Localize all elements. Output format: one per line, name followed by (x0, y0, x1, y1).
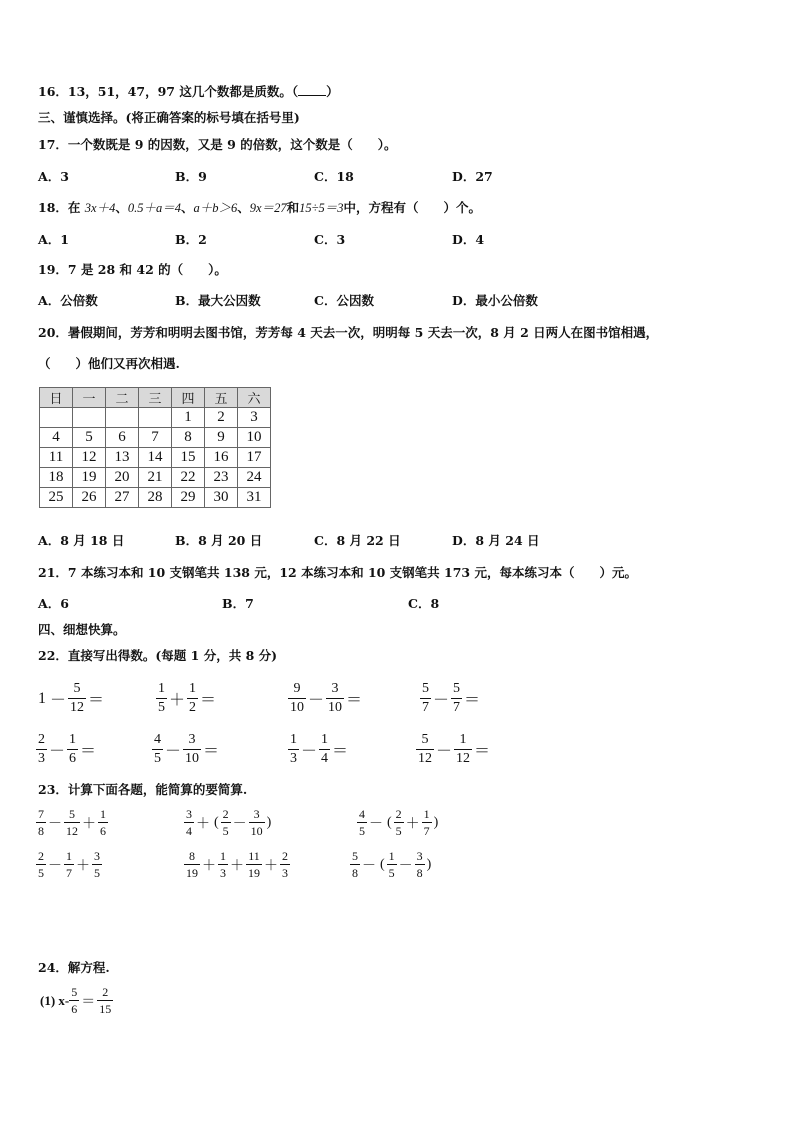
operator: ＋ (196, 816, 210, 832)
fraction (184, 850, 200, 879)
fraction (36, 808, 46, 837)
numerator: 1 (459, 732, 467, 747)
calendar-cell: 23 (205, 468, 238, 488)
q22-item-6 (152, 733, 221, 766)
q23-expr-4 (36, 850, 102, 879)
operator: － (398, 858, 413, 874)
q20-option-d[interactable]: D．8 月 24 日 (452, 533, 540, 548)
fraction (420, 682, 431, 715)
denominator: 12 (456, 751, 471, 766)
numerator: 1 (321, 732, 329, 747)
q20-option-b[interactable]: B．8 月 20 日 (175, 533, 263, 548)
question-22: 22．直接写出得数。(每题 1 分，共 8 分) (38, 648, 278, 663)
q23-expr-2 (184, 808, 273, 837)
numerator: 3 (253, 807, 260, 821)
fraction (152, 733, 163, 766)
q17-option-d[interactable]: D．27 (452, 169, 493, 184)
denominator: 4 (186, 824, 192, 838)
q18-expr-5: 15÷5＝3 (299, 201, 344, 215)
question-17: 17．一个数既是 9 的因数，又是 9 的倍数，这个数是（ ）。 (38, 137, 397, 152)
q23-expr-1 (36, 808, 108, 837)
fraction (69, 986, 79, 1015)
q18-option-a[interactable]: A．1 (38, 232, 69, 247)
operator: － (232, 816, 247, 832)
q22-item-4 (420, 682, 482, 715)
numerator: 1 (158, 681, 165, 696)
calendar-cell: 24 (238, 468, 271, 488)
calendar-cell: 18 (40, 468, 73, 488)
q16-text: 16．13，51，47，97 这几个数都是质数。（ (38, 84, 299, 99)
left-paren: ( (214, 814, 219, 830)
denominator: 6 (69, 751, 77, 766)
equals-sign: ＝ (332, 743, 349, 760)
numerator: 3 (188, 732, 196, 747)
denominator: 7 (423, 824, 430, 838)
fraction (280, 850, 290, 879)
fraction (415, 850, 425, 879)
denominator: 12 (418, 751, 432, 766)
calendar-header-cell: 二 (106, 388, 139, 408)
denominator: 19 (186, 866, 198, 880)
denominator: 12 (66, 824, 78, 838)
fraction (394, 808, 404, 837)
calendar-cell: 12 (73, 448, 106, 468)
denominator: 15 (99, 1002, 112, 1016)
denominator: 7 (453, 700, 461, 715)
denominator: 5 (38, 866, 44, 880)
q19-option-b[interactable]: B．最大公因数 (175, 293, 261, 308)
calendar-cell (40, 408, 73, 428)
numerator: 7 (38, 807, 44, 821)
calendar-cell: 2 (205, 408, 238, 428)
operator: ＋ (264, 858, 278, 874)
operator: － (49, 743, 66, 760)
calendar-header-cell: 三 (139, 388, 172, 408)
denominator: 5 (94, 866, 100, 880)
denominator: 5 (158, 700, 165, 715)
fraction (288, 682, 306, 715)
numerator: 2 (222, 807, 229, 821)
operator: ＋ (202, 858, 216, 874)
fraction (67, 733, 78, 766)
calendar-cell (73, 408, 106, 428)
q23-expr-6 (350, 850, 433, 879)
question-23: 23．计算下面各题，能简算的要简算. (38, 782, 248, 797)
calendar-cell: 15 (172, 448, 205, 468)
q19-option-a[interactable]: A．公倍数 (38, 293, 98, 308)
calendar-cell: 19 (73, 468, 106, 488)
numerator: 5 (69, 807, 75, 821)
fraction (319, 733, 330, 766)
calendar-cell: 14 (139, 448, 172, 468)
q22-item-1 (36, 682, 106, 715)
fraction (218, 850, 228, 879)
q24-label: (1) x- (40, 992, 70, 1008)
calendar-cell: 1 (172, 408, 205, 428)
operator: － (48, 816, 62, 832)
calendar-cell: 6 (106, 428, 139, 448)
calendar-cell (106, 408, 139, 428)
numerator: 4 (154, 732, 161, 747)
numerator: 1 (220, 849, 226, 863)
denominator: 5 (359, 824, 365, 838)
q22-item-5 (36, 733, 98, 766)
numerator: 5 (422, 681, 429, 696)
numerator: 2 (282, 849, 288, 863)
section-3-heading: 三、谨慎选择。(将正确答案的标号填在括号里) (38, 110, 300, 125)
denominator: 2 (189, 700, 197, 715)
q17-option-b[interactable]: B．9 (175, 169, 207, 184)
equals-sign: ＝ (80, 743, 97, 760)
calendar-row (40, 468, 271, 488)
numerator: 2 (395, 807, 402, 821)
numerator: 1 (66, 849, 72, 863)
q22-1-whole: 1 (38, 689, 46, 707)
calendar-cell: 22 (172, 468, 205, 488)
equals-sign: ＝ (346, 692, 363, 709)
calendar-cell: 30 (205, 488, 238, 508)
denominator: 8 (352, 866, 358, 880)
fraction (357, 808, 367, 837)
q19-option-c[interactable]: C．公因数 (314, 293, 374, 308)
calendar-header-cell: 五 (205, 388, 238, 408)
numerator: 5 (71, 985, 78, 999)
numerator: 1 (189, 681, 197, 696)
numerator: 9 (293, 681, 301, 696)
fraction (249, 808, 265, 837)
fraction (387, 850, 397, 879)
denominator: 3 (38, 751, 45, 766)
calendar-row (40, 428, 271, 448)
calendar-cell: 21 (139, 468, 172, 488)
denominator: 5 (388, 866, 395, 880)
calendar-header-cell: 日 (40, 388, 73, 408)
fraction (288, 733, 299, 766)
q18-option-b[interactable]: B．2 (175, 232, 207, 247)
right-paren: ) (266, 814, 272, 830)
fraction (92, 850, 102, 879)
denominator: 6 (71, 1002, 78, 1016)
calendar-cell (139, 408, 172, 428)
operator: ＋ (169, 692, 186, 709)
calendar-cell: 27 (106, 488, 139, 508)
numerator: 8 (189, 849, 195, 863)
numerator: 5 (421, 732, 429, 747)
operator: － (308, 692, 325, 709)
q18-expr-3: a＋b＞6 (193, 201, 238, 215)
q18-expr-2: 0.5＋a＝4 (127, 201, 181, 215)
calendar-row (40, 408, 271, 428)
right-paren: ) (433, 814, 439, 830)
equals-sign: ＝ (88, 692, 105, 709)
fraction (221, 808, 231, 837)
denominator: 10 (328, 700, 343, 715)
q22-item-2 (156, 682, 218, 715)
denominator: 5 (154, 751, 161, 766)
q17-option-a[interactable]: A．3 (38, 169, 69, 184)
denominator: 7 (66, 866, 72, 880)
calendar-cell: 17 (238, 448, 271, 468)
q18-expr-4: 9x＝27 (249, 201, 287, 215)
right-paren: ) (426, 856, 432, 872)
numerator: 3 (331, 681, 339, 696)
calendar-cell: 7 (139, 428, 172, 448)
calendar-cell: 31 (238, 488, 271, 508)
denominator: 8 (416, 866, 423, 880)
fraction (156, 682, 167, 715)
question-16 (38, 82, 339, 100)
fraction (416, 733, 434, 766)
numerator: 3 (94, 849, 100, 863)
numerator: 5 (453, 681, 461, 696)
numerator: 2 (38, 732, 45, 747)
q18-expr-1: 3x＋4 (84, 201, 116, 215)
fraction (246, 850, 262, 879)
equals-sign: ＝ (203, 743, 220, 760)
question-20-line-2: （ ）他们又再次相遇. (38, 356, 180, 371)
operator: － (301, 743, 318, 760)
q17-option-c[interactable]: C．18 (314, 169, 354, 184)
numerator: 1 (69, 732, 77, 747)
calendar-header-cell: 四 (172, 388, 205, 408)
operator: － (48, 858, 62, 874)
q18-suffix: 中，方程有（ ）个。 (343, 200, 481, 215)
q20-option-c[interactable]: C．8 月 22 日 (314, 533, 401, 548)
calendar-cell: 25 (40, 488, 73, 508)
q23-expr-3 (357, 808, 440, 837)
equals-sign: ＝ (464, 692, 481, 709)
q18-and: 和 (286, 200, 300, 215)
numerator: 2 (38, 849, 44, 863)
calendar-cell: 10 (238, 428, 271, 448)
denominator: 8 (38, 824, 44, 838)
q22-item-3 (288, 682, 364, 715)
fraction (64, 808, 80, 837)
fraction (184, 808, 194, 837)
operator: ＋ (230, 858, 244, 874)
operator: － (50, 692, 67, 709)
calendar-cell: 3 (238, 408, 271, 428)
operator: － (436, 743, 453, 760)
answer-blank[interactable] (298, 83, 326, 96)
calendar-cell: 8 (172, 428, 205, 448)
denominator: 4 (321, 751, 329, 766)
fraction (350, 850, 360, 879)
numerator: 1 (423, 807, 430, 821)
operator: － (369, 816, 383, 832)
operator: ＋ (76, 858, 90, 874)
fraction (36, 733, 47, 766)
numerator: 4 (359, 807, 365, 821)
q20-option-a[interactable]: A．8 月 18 日 (38, 533, 125, 548)
operator: ＋ (82, 816, 96, 832)
denominator: 19 (248, 866, 260, 880)
operator: － (362, 858, 376, 874)
numerator: 5 (73, 681, 81, 696)
numerator: 11 (248, 849, 260, 863)
fraction (454, 733, 472, 766)
q24-equation-1 (40, 986, 113, 1015)
q21-option-b[interactable]: B．7 (222, 596, 254, 611)
question-21: 21．7 本练习本和 10 支钢笔共 138 元，12 本练习本和 10 支钢笔共 173 元，每本练习本（ ）元。 (38, 565, 637, 580)
calendar-row (40, 488, 271, 508)
question-18: 18．在 3x＋4、0.5＋a＝4、a＋b＞6、9x＝27和15÷5＝3中，方程有（ ）个。 (38, 200, 481, 215)
fraction (183, 733, 201, 766)
numerator: 3 (186, 807, 192, 821)
operator: － (165, 743, 182, 760)
denominator: 5 (395, 824, 402, 838)
denominator: 6 (100, 824, 106, 838)
left-paren: ( (387, 814, 392, 830)
left-paren: ( (380, 856, 385, 872)
q19-option-d[interactable]: D．最小公倍数 (452, 293, 538, 308)
equals-sign: ＝ (81, 994, 96, 1010)
fraction (187, 682, 198, 715)
numerator: 1 (290, 732, 297, 747)
calendar-cell: 4 (40, 428, 73, 448)
numerator: 2 (102, 985, 109, 999)
calendar-row (40, 448, 271, 468)
q21-option-a[interactable]: A．6 (38, 596, 69, 611)
calendar-cell: 20 (106, 468, 139, 488)
q18-option-c[interactable]: C．3 (314, 232, 346, 247)
calendar-header-cell: 一 (73, 388, 106, 408)
fraction (98, 808, 108, 837)
question-24: 24．解方程. (38, 960, 110, 975)
denominator: 10 (185, 751, 200, 766)
fraction (97, 986, 113, 1015)
denominator: 3 (282, 866, 288, 880)
q18-prefix: 18．在 (38, 200, 81, 215)
calendar-header-row (40, 388, 271, 408)
numerator: 3 (416, 849, 423, 863)
denominator: 3 (290, 751, 297, 766)
question-20-line-1: 20．暑假期间，芳芳和明明去图书馆，芳芳每 4 天去一次，明明每 5 天去一次，8 月 2 日两人在图书馆相遇， (38, 325, 659, 340)
denominator: 7 (422, 700, 429, 715)
calendar-cell: 11 (40, 448, 73, 468)
q22-item-8 (416, 733, 492, 766)
q21-option-c[interactable]: C．8 (408, 596, 440, 611)
fraction (451, 682, 462, 715)
numerator: 1 (388, 849, 395, 863)
denominator: 10 (290, 700, 304, 715)
operator: ＋ (405, 816, 420, 832)
numerator: 5 (352, 849, 358, 863)
calendar-cell: 9 (205, 428, 238, 448)
fraction (36, 850, 46, 879)
calendar-table (39, 387, 271, 508)
denominator: 10 (250, 824, 263, 838)
calendar-cell: 16 (205, 448, 238, 468)
calendar-cell: 28 (139, 488, 172, 508)
calendar-cell: 5 (73, 428, 106, 448)
fraction (64, 850, 74, 879)
numerator: 1 (100, 807, 106, 821)
calendar-cell: 13 (106, 448, 139, 468)
q18-option-d[interactable]: D．4 (452, 232, 485, 247)
calendar-cell: 29 (172, 488, 205, 508)
fraction (422, 808, 432, 837)
fraction (68, 682, 86, 715)
denominator: 5 (222, 824, 229, 838)
calendar-cell: 26 (73, 488, 106, 508)
calendar-header-cell: 六 (238, 388, 271, 408)
section-4-heading: 四、细想快算。 (38, 622, 126, 637)
question-19: 19．7 是 28 和 42 的（ ）。 (38, 262, 227, 277)
q22-item-7 (288, 733, 350, 766)
equals-sign: ＝ (200, 692, 217, 709)
denominator: 12 (70, 700, 85, 715)
denominator: 3 (220, 866, 226, 880)
operator: － (433, 692, 450, 709)
fraction (326, 682, 344, 715)
q16-close: ） (326, 84, 339, 99)
equals-sign: ＝ (474, 743, 491, 760)
q23-expr-5 (184, 850, 290, 879)
